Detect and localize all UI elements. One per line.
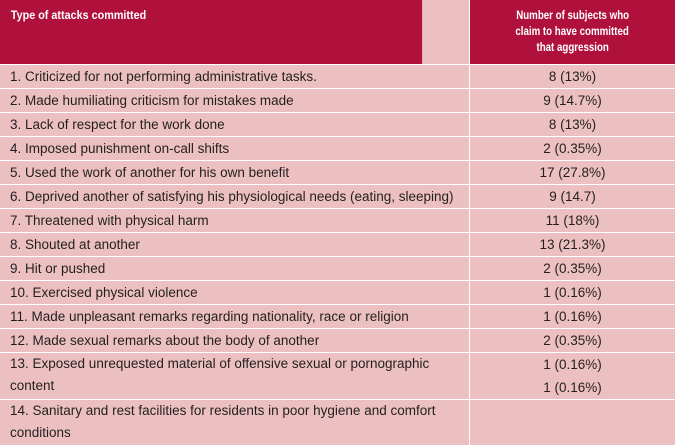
table-row bbox=[0, 256, 675, 280]
table-row bbox=[0, 136, 675, 160]
subject-count-line: 1 (0.16%) bbox=[543, 380, 602, 395]
attack-type-cell: 5. Used the work of another for his own benefit bbox=[0, 160, 469, 184]
table-row bbox=[0, 184, 675, 208]
subject-count-cell: 8 (13%) bbox=[469, 112, 675, 136]
subject-count-cell: 8 (13%) bbox=[469, 64, 675, 88]
subject-count-cell: 11 (18%) bbox=[469, 208, 675, 232]
table-row bbox=[0, 352, 675, 399]
attack-type-cell: 6. Deprived another of satisfying his physiological needs (eating, sleeping) bbox=[0, 184, 469, 208]
subject-count-line: 1 (0.16%) bbox=[543, 357, 602, 372]
subject-count-cell: 17 (27.8%) bbox=[469, 160, 675, 184]
header-line: claim to have committed bbox=[515, 24, 630, 38]
subject-count-cell: 1 (0.16%) bbox=[469, 304, 675, 328]
header-type-of-attacks: Type of attacks committed bbox=[0, 0, 422, 64]
subject-count-cell: 2 (0.35%) bbox=[469, 256, 675, 280]
attack-type-cell: 8. Shouted at another bbox=[0, 232, 469, 256]
table-row bbox=[0, 112, 675, 136]
attack-type-cell: 12. Made sexual remarks about the body of another bbox=[0, 328, 469, 352]
subject-count-cell: 1 (0.16%) bbox=[469, 280, 675, 304]
table-row bbox=[0, 328, 675, 352]
subject-count-cell bbox=[469, 352, 675, 399]
attack-type-cell: 13. Exposed unrequested material of offensive sexual or pornographic content bbox=[0, 352, 469, 399]
table-header-row bbox=[0, 0, 675, 64]
table-row bbox=[0, 232, 675, 256]
subject-count-cell bbox=[469, 399, 675, 445]
attack-type-cell: 3. Lack of respect for the work done bbox=[0, 112, 469, 136]
header-line: that aggression bbox=[536, 40, 609, 54]
table-row bbox=[0, 280, 675, 304]
attack-type-cell: 2. Made humiliating criticism for mistakes made bbox=[0, 88, 469, 112]
table-row bbox=[0, 208, 675, 232]
subject-count-cell: 9 (14.7) bbox=[469, 184, 675, 208]
table-row bbox=[0, 160, 675, 184]
subject-count-cell: 2 (0.35%) bbox=[469, 328, 675, 352]
attack-type-cell: 11. Made unpleasant remarks regarding nationality, race or religion bbox=[0, 304, 469, 328]
table-row bbox=[0, 64, 675, 88]
attack-type-cell: 14. Sanitary and rest facilities for residents in poor hygiene and comfort conditions bbox=[0, 399, 469, 445]
subject-count-cell: 9 (14.7%) bbox=[469, 88, 675, 112]
table-row bbox=[0, 399, 675, 445]
table-row bbox=[0, 88, 675, 112]
table-row bbox=[0, 304, 675, 328]
attack-type-cell: 1. Criticized for not performing administrative tasks. bbox=[0, 64, 469, 88]
header-line: Number of subjects who bbox=[516, 8, 629, 22]
attack-type-cell: 4. Imposed punishment on-call shifts bbox=[0, 136, 469, 160]
subject-count-cell: 13 (21.3%) bbox=[469, 232, 675, 256]
subject-count-cell: 2 (0.35%) bbox=[469, 136, 675, 160]
attack-type-cell: 9. Hit or pushed bbox=[0, 256, 469, 280]
attack-type-cell: 10. Exercised physical violence bbox=[0, 280, 469, 304]
header-number-of-subjects bbox=[469, 0, 675, 64]
attack-type-cell: 7. Threatened with physical harm bbox=[0, 208, 469, 232]
